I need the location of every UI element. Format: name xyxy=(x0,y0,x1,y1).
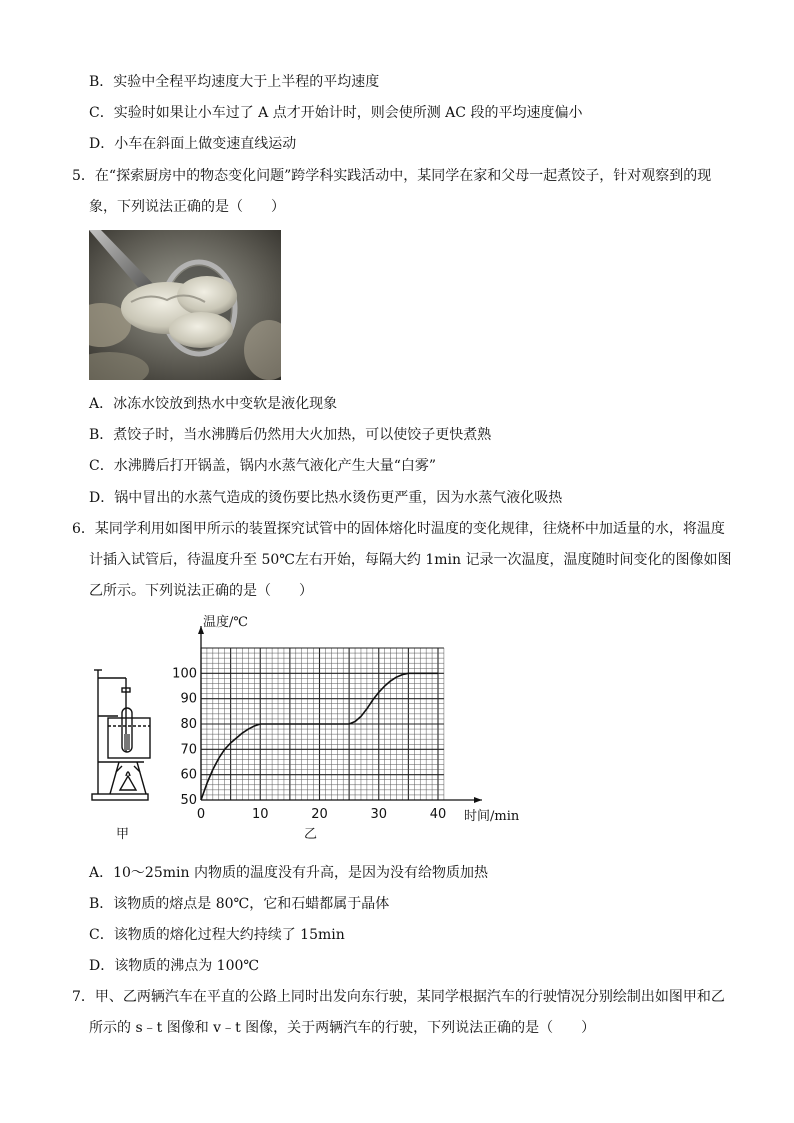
x-axis-label: 时间/min xyxy=(464,809,520,824)
y-tick-label: 50 xyxy=(180,793,197,808)
q6-stem-line1: 6．某同学利用如图甲所示的装置探究试管中的固体熔化时温度的变化规律，往烧杯中加适量的水，将温度 xyxy=(72,521,725,537)
y-axis-label: 温度/℃ xyxy=(203,615,248,630)
apparatus-label: 甲 xyxy=(116,827,130,842)
q4-option-c: C．实验时如果让小车过了 A 点才开始计时，则会使所测 AC 段的平均速度偏小 xyxy=(89,105,583,121)
q6-stem-line3: 乙所示。下列说法正确的是（ ） xyxy=(89,583,313,599)
y-tick-label: 100 xyxy=(172,666,197,682)
q5-option-b: B．煮饺子时，当水沸腾后仍然用大火加热，可以使饺子更快煮熟 xyxy=(89,427,492,443)
q5-stem-line1: 5．在“探索厨房中的物态变化问题”跨学科实践活动中，某同学在家和父母一起煮饺子，针对观察到的现 xyxy=(72,168,712,184)
q7-stem-line1: 7．甲、乙两辆汽车在平直的公路上同时出发向东行驶，某同学根据汽车的行驶情况分别绘制出如图甲和乙 xyxy=(72,989,725,1005)
q6-stem-line2: 计插入试管后，待温度升至 50℃左右开始，每隔大约 1min 记录一次温度，温度随时间变化的图像如图 xyxy=(89,552,732,568)
q5-option-d: D．锅中冒出的水蒸气造成的烫伤要比热水烫伤更严重，因为水蒸气液化吸热 xyxy=(89,490,563,506)
x-tick-label: 20 xyxy=(311,807,328,822)
q5-option-c: C．水沸腾后打开锅盖，锅内水蒸气液化产生大量“白雾” xyxy=(89,458,437,474)
q4-option-d: D．小车在斜面上做变速直线运动 xyxy=(89,136,297,152)
chart-label: 乙 xyxy=(304,827,318,842)
dumplings-photo xyxy=(89,230,281,380)
q6-figure xyxy=(86,612,536,852)
q5-stem-line2: 象，下列说法正确的是（ ） xyxy=(89,199,285,215)
temperature-time-chart xyxy=(172,614,520,824)
q5-option-a: A．冰冻水饺放到热水中变软是液化现象 xyxy=(89,396,338,412)
q6-option-a: A．10～25min 内物质的温度没有升高，是因为没有给物质加热 xyxy=(89,865,488,881)
y-tick-label: 80 xyxy=(180,717,197,732)
x-tick-label: 30 xyxy=(370,807,388,822)
y-tick-label: 60 xyxy=(180,767,197,783)
y-tick-label: 70 xyxy=(180,742,197,758)
y-tick-label: 90 xyxy=(180,691,197,707)
q6-option-c: C．该物质的熔化过程大约持续了 15min xyxy=(89,927,345,943)
heating-apparatus xyxy=(92,670,150,800)
q6-option-d: D．该物质的沸点为 100℃ xyxy=(89,958,260,974)
x-tick-label: 40 xyxy=(429,807,447,822)
q6-option-b: B．该物质的熔点是 80℃，它和石蜡都属于晶体 xyxy=(89,896,390,912)
q6-figure-svg xyxy=(86,612,536,852)
q4-option-b: B．实验中全程平均速度大于上半程的平均速度 xyxy=(89,74,380,90)
x-axis-arrow xyxy=(474,797,482,803)
q7-stem-line2: 所示的 s﹣t 图像和 v﹣t 图像，关于两辆汽车的行驶，下列说法正确的是（ ） xyxy=(89,1020,596,1036)
dumplings-photo-image xyxy=(89,230,281,380)
x-tick-label: 10 xyxy=(251,807,269,822)
x-tick-label: 0 xyxy=(196,807,206,822)
